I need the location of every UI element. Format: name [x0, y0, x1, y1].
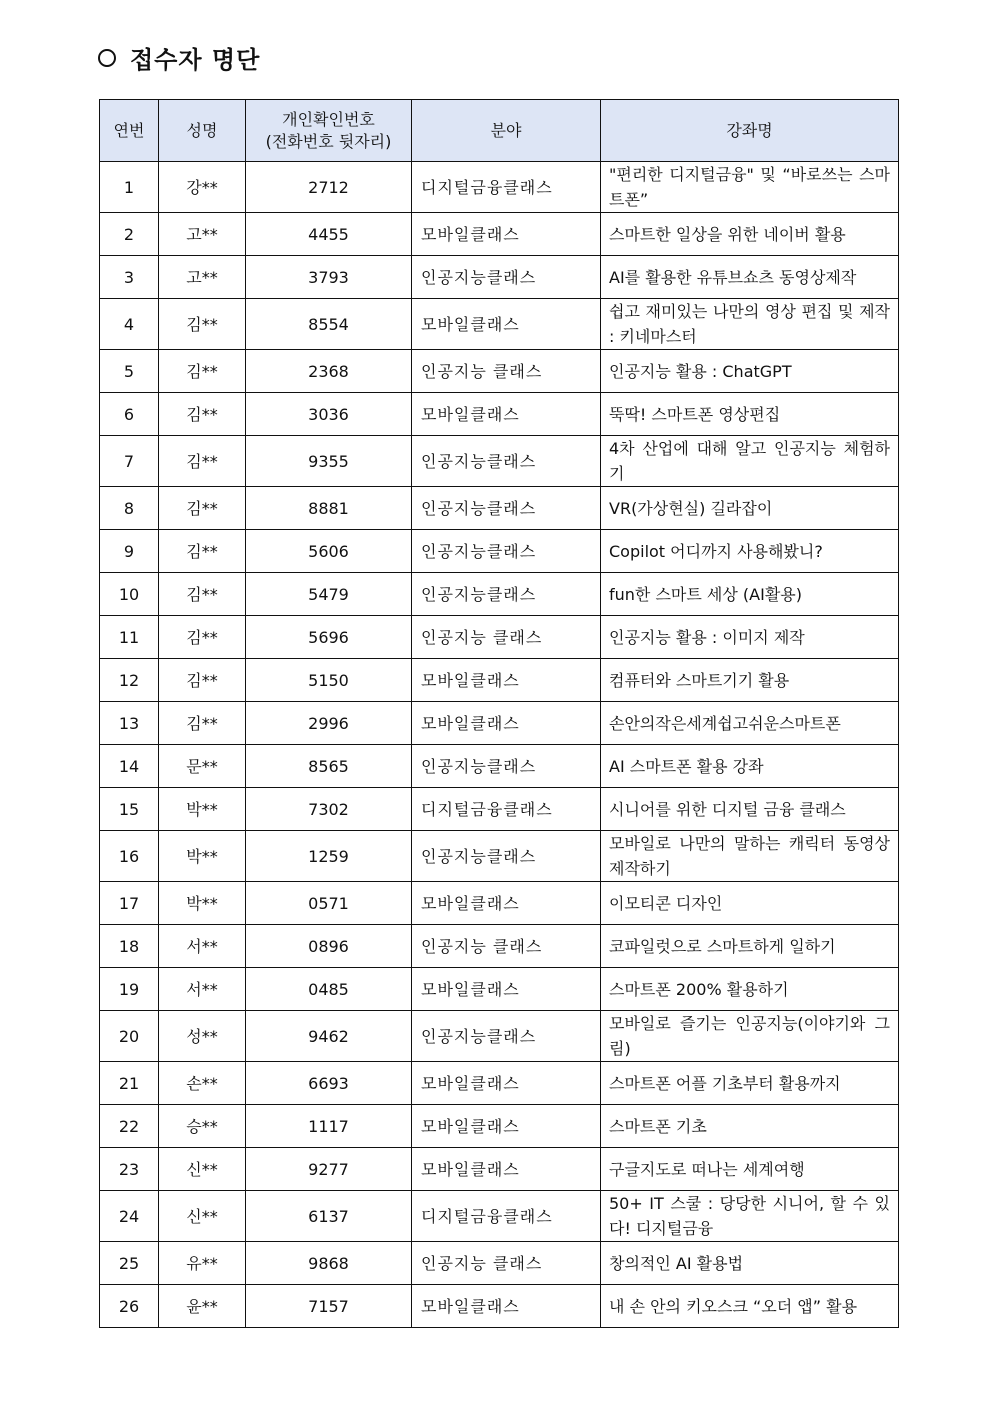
cell-name: 신** — [159, 1191, 246, 1242]
table-row — [100, 1191, 899, 1242]
cell-field: 인공지능클래스 — [412, 256, 601, 299]
cell-no: 23 — [100, 1148, 159, 1191]
table-row — [100, 1242, 899, 1285]
cell-id: 9868 — [246, 1242, 412, 1285]
cell-course: 내 손 안의 키오스크 “오더 앱” 활용 — [601, 1285, 899, 1328]
cell-no: 2 — [100, 213, 159, 256]
cell-name: 김** — [159, 616, 246, 659]
circle-bullet-icon — [98, 49, 116, 67]
title-text: 접수자 명단 — [130, 46, 261, 74]
cell-no: 10 — [100, 573, 159, 616]
table-row — [100, 659, 899, 702]
table-row — [100, 256, 899, 299]
cell-no: 19 — [100, 968, 159, 1011]
cell-no: 15 — [100, 788, 159, 831]
header-field: 분야 — [412, 100, 601, 162]
cell-field: 모바일클래스 — [412, 882, 601, 925]
cell-name: 성** — [159, 1011, 246, 1062]
cell-no: 6 — [100, 393, 159, 436]
cell-no: 9 — [100, 530, 159, 573]
table-row — [100, 788, 899, 831]
cell-field: 모바일클래스 — [412, 213, 601, 256]
cell-field: 디지털금융클래스 — [412, 788, 601, 831]
cell-name: 박** — [159, 831, 246, 882]
cell-no: 16 — [100, 831, 159, 882]
cell-field: 인공지능 클래스 — [412, 1242, 601, 1285]
cell-course: 쉽고 재미있는 나만의 영상 편집 및 제작 : 키네마스터 — [601, 299, 899, 350]
cell-course: 뚝딱! 스마트폰 영상편집 — [601, 393, 899, 436]
cell-field: 모바일클래스 — [412, 968, 601, 1011]
cell-field: 인공지능 클래스 — [412, 616, 601, 659]
cell-field: 모바일클래스 — [412, 659, 601, 702]
cell-field: 모바일클래스 — [412, 393, 601, 436]
cell-id: 1259 — [246, 831, 412, 882]
table-row — [100, 1011, 899, 1062]
cell-course: 인공지능 활용 : 이미지 제작 — [601, 616, 899, 659]
table-row — [100, 213, 899, 256]
cell-field: 인공지능 클래스 — [412, 925, 601, 968]
cell-name: 박** — [159, 788, 246, 831]
header-id-line1: 개인확인번호 — [282, 109, 375, 129]
cell-id: 8554 — [246, 299, 412, 350]
cell-id: 9277 — [246, 1148, 412, 1191]
cell-no: 17 — [100, 882, 159, 925]
header-id — [246, 100, 412, 162]
cell-no: 11 — [100, 616, 159, 659]
cell-name: 고** — [159, 213, 246, 256]
cell-no: 4 — [100, 299, 159, 350]
cell-id: 1117 — [246, 1105, 412, 1148]
table-row — [100, 299, 899, 350]
header-course: 강좌명 — [601, 100, 899, 162]
cell-course: 손안의작은세계쉽고쉬운스마트폰 — [601, 702, 899, 745]
cell-id: 2996 — [246, 702, 412, 745]
cell-id: 6693 — [246, 1062, 412, 1105]
cell-name: 김** — [159, 299, 246, 350]
cell-course: 스마트한 일상을 위한 네이버 활용 — [601, 213, 899, 256]
cell-course: 시니어를 위한 디지털 금융 클래스 — [601, 788, 899, 831]
table-row — [100, 436, 899, 487]
cell-id: 5606 — [246, 530, 412, 573]
cell-name: 김** — [159, 350, 246, 393]
cell-course: Copilot 어디까지 사용해봤니? — [601, 530, 899, 573]
cell-no: 8 — [100, 487, 159, 530]
cell-field: 모바일클래스 — [412, 1148, 601, 1191]
cell-name: 김** — [159, 702, 246, 745]
cell-no: 7 — [100, 436, 159, 487]
table-row — [100, 350, 899, 393]
cell-course: 스마트폰 기초 — [601, 1105, 899, 1148]
cell-field: 인공지능클래스 — [412, 530, 601, 573]
table-row — [100, 573, 899, 616]
cell-course: 모바일로 즐기는 인공지능(이야기와 그림) — [601, 1011, 899, 1062]
cell-id: 0485 — [246, 968, 412, 1011]
cell-id: 2368 — [246, 350, 412, 393]
cell-id: 8881 — [246, 487, 412, 530]
cell-id: 9355 — [246, 436, 412, 487]
cell-no: 21 — [100, 1062, 159, 1105]
cell-name: 서** — [159, 925, 246, 968]
cell-no: 1 — [100, 162, 159, 213]
cell-field: 인공지능클래스 — [412, 573, 601, 616]
cell-field: 인공지능클래스 — [412, 487, 601, 530]
cell-no: 12 — [100, 659, 159, 702]
table-row — [100, 616, 899, 659]
table-row — [100, 487, 899, 530]
cell-course: 컴퓨터와 스마트기기 활용 — [601, 659, 899, 702]
table-row — [100, 745, 899, 788]
cell-id: 3036 — [246, 393, 412, 436]
cell-course: AI를 활용한 유튜브쇼츠 동영상제작 — [601, 256, 899, 299]
table-row — [100, 530, 899, 573]
cell-no: 13 — [100, 702, 159, 745]
cell-id: 2712 — [246, 162, 412, 213]
cell-course: "편리한 디지털금융" 및 “바로쓰는 스마트폰” — [601, 162, 899, 213]
cell-field: 인공지능클래스 — [412, 831, 601, 882]
cell-name: 승** — [159, 1105, 246, 1148]
table-row — [100, 162, 899, 213]
cell-course: 4차 산업에 대해 알고 인공지능 체험하기 — [601, 436, 899, 487]
cell-name: 강** — [159, 162, 246, 213]
cell-course: AI 스마트폰 활용 강좌 — [601, 745, 899, 788]
cell-name: 서** — [159, 968, 246, 1011]
cell-no: 20 — [100, 1011, 159, 1062]
cell-course: 스마트폰 어플 기초부터 활용까지 — [601, 1062, 899, 1105]
cell-name: 고** — [159, 256, 246, 299]
table-row — [100, 925, 899, 968]
cell-no: 5 — [100, 350, 159, 393]
table-row — [100, 1105, 899, 1148]
cell-field: 모바일클래스 — [412, 299, 601, 350]
cell-name: 박** — [159, 882, 246, 925]
cell-name: 김** — [159, 393, 246, 436]
cell-id: 8565 — [246, 745, 412, 788]
cell-id: 6137 — [246, 1191, 412, 1242]
cell-no: 24 — [100, 1191, 159, 1242]
cell-id: 9462 — [246, 1011, 412, 1062]
cell-course: fun한 스마트 세상 (AI활용) — [601, 573, 899, 616]
cell-field: 디지털금융클래스 — [412, 162, 601, 213]
cell-name: 신** — [159, 1148, 246, 1191]
cell-course: 모바일로 나만의 말하는 캐릭터 동영상 제작하기 — [601, 831, 899, 882]
cell-no: 18 — [100, 925, 159, 968]
cell-id: 3793 — [246, 256, 412, 299]
cell-field: 디지털금융클래스 — [412, 1191, 601, 1242]
cell-no: 26 — [100, 1285, 159, 1328]
cell-name: 손** — [159, 1062, 246, 1105]
cell-id: 5696 — [246, 616, 412, 659]
table-row — [100, 831, 899, 882]
cell-field: 모바일클래스 — [412, 1062, 601, 1105]
cell-field: 인공지능클래스 — [412, 1011, 601, 1062]
cell-no: 14 — [100, 745, 159, 788]
cell-field: 인공지능클래스 — [412, 436, 601, 487]
header-id-line2: (전화번호 뒷자리) — [265, 131, 392, 151]
cell-field: 모바일클래스 — [412, 1285, 601, 1328]
table-row — [100, 968, 899, 1011]
cell-name: 김** — [159, 436, 246, 487]
page-title — [96, 40, 260, 75]
cell-name: 문** — [159, 745, 246, 788]
cell-field: 인공지능 클래스 — [412, 350, 601, 393]
cell-name: 김** — [159, 487, 246, 530]
cell-course: 스마트폰 200% 활용하기 — [601, 968, 899, 1011]
cell-name: 김** — [159, 573, 246, 616]
cell-name: 윤** — [159, 1285, 246, 1328]
cell-id: 0896 — [246, 925, 412, 968]
cell-field: 모바일클래스 — [412, 702, 601, 745]
cell-course: 창의적인 AI 활용법 — [601, 1242, 899, 1285]
table-row — [100, 1285, 899, 1328]
cell-id: 7157 — [246, 1285, 412, 1328]
cell-course: 50+ IT 스쿨 : 당당한 시니어, 할 수 있다! 디지털금융 — [601, 1191, 899, 1242]
table-header-row — [100, 100, 899, 162]
cell-id: 5150 — [246, 659, 412, 702]
header-no: 연번 — [100, 100, 159, 162]
table-row — [100, 1148, 899, 1191]
cell-field: 인공지능클래스 — [412, 745, 601, 788]
header-name: 성명 — [159, 100, 246, 162]
cell-field: 모바일클래스 — [412, 1105, 601, 1148]
cell-id: 7302 — [246, 788, 412, 831]
table-row — [100, 1062, 899, 1105]
cell-name: 김** — [159, 659, 246, 702]
cell-id: 4455 — [246, 213, 412, 256]
cell-name: 김** — [159, 530, 246, 573]
cell-id: 5479 — [246, 573, 412, 616]
cell-course: VR(가상현실) 길라잡이 — [601, 487, 899, 530]
cell-course: 인공지능 활용 : ChatGPT — [601, 350, 899, 393]
cell-no: 22 — [100, 1105, 159, 1148]
cell-course: 구글지도로 떠나는 세계여행 — [601, 1148, 899, 1191]
cell-no: 3 — [100, 256, 159, 299]
cell-id: 0571 — [246, 882, 412, 925]
table-row — [100, 393, 899, 436]
registrant-table — [99, 99, 899, 1328]
cell-course: 이모티콘 디자인 — [601, 882, 899, 925]
table-row — [100, 702, 899, 745]
cell-course: 코파일럿으로 스마트하게 일하기 — [601, 925, 899, 968]
cell-no: 25 — [100, 1242, 159, 1285]
cell-name: 유** — [159, 1242, 246, 1285]
table-row — [100, 882, 899, 925]
